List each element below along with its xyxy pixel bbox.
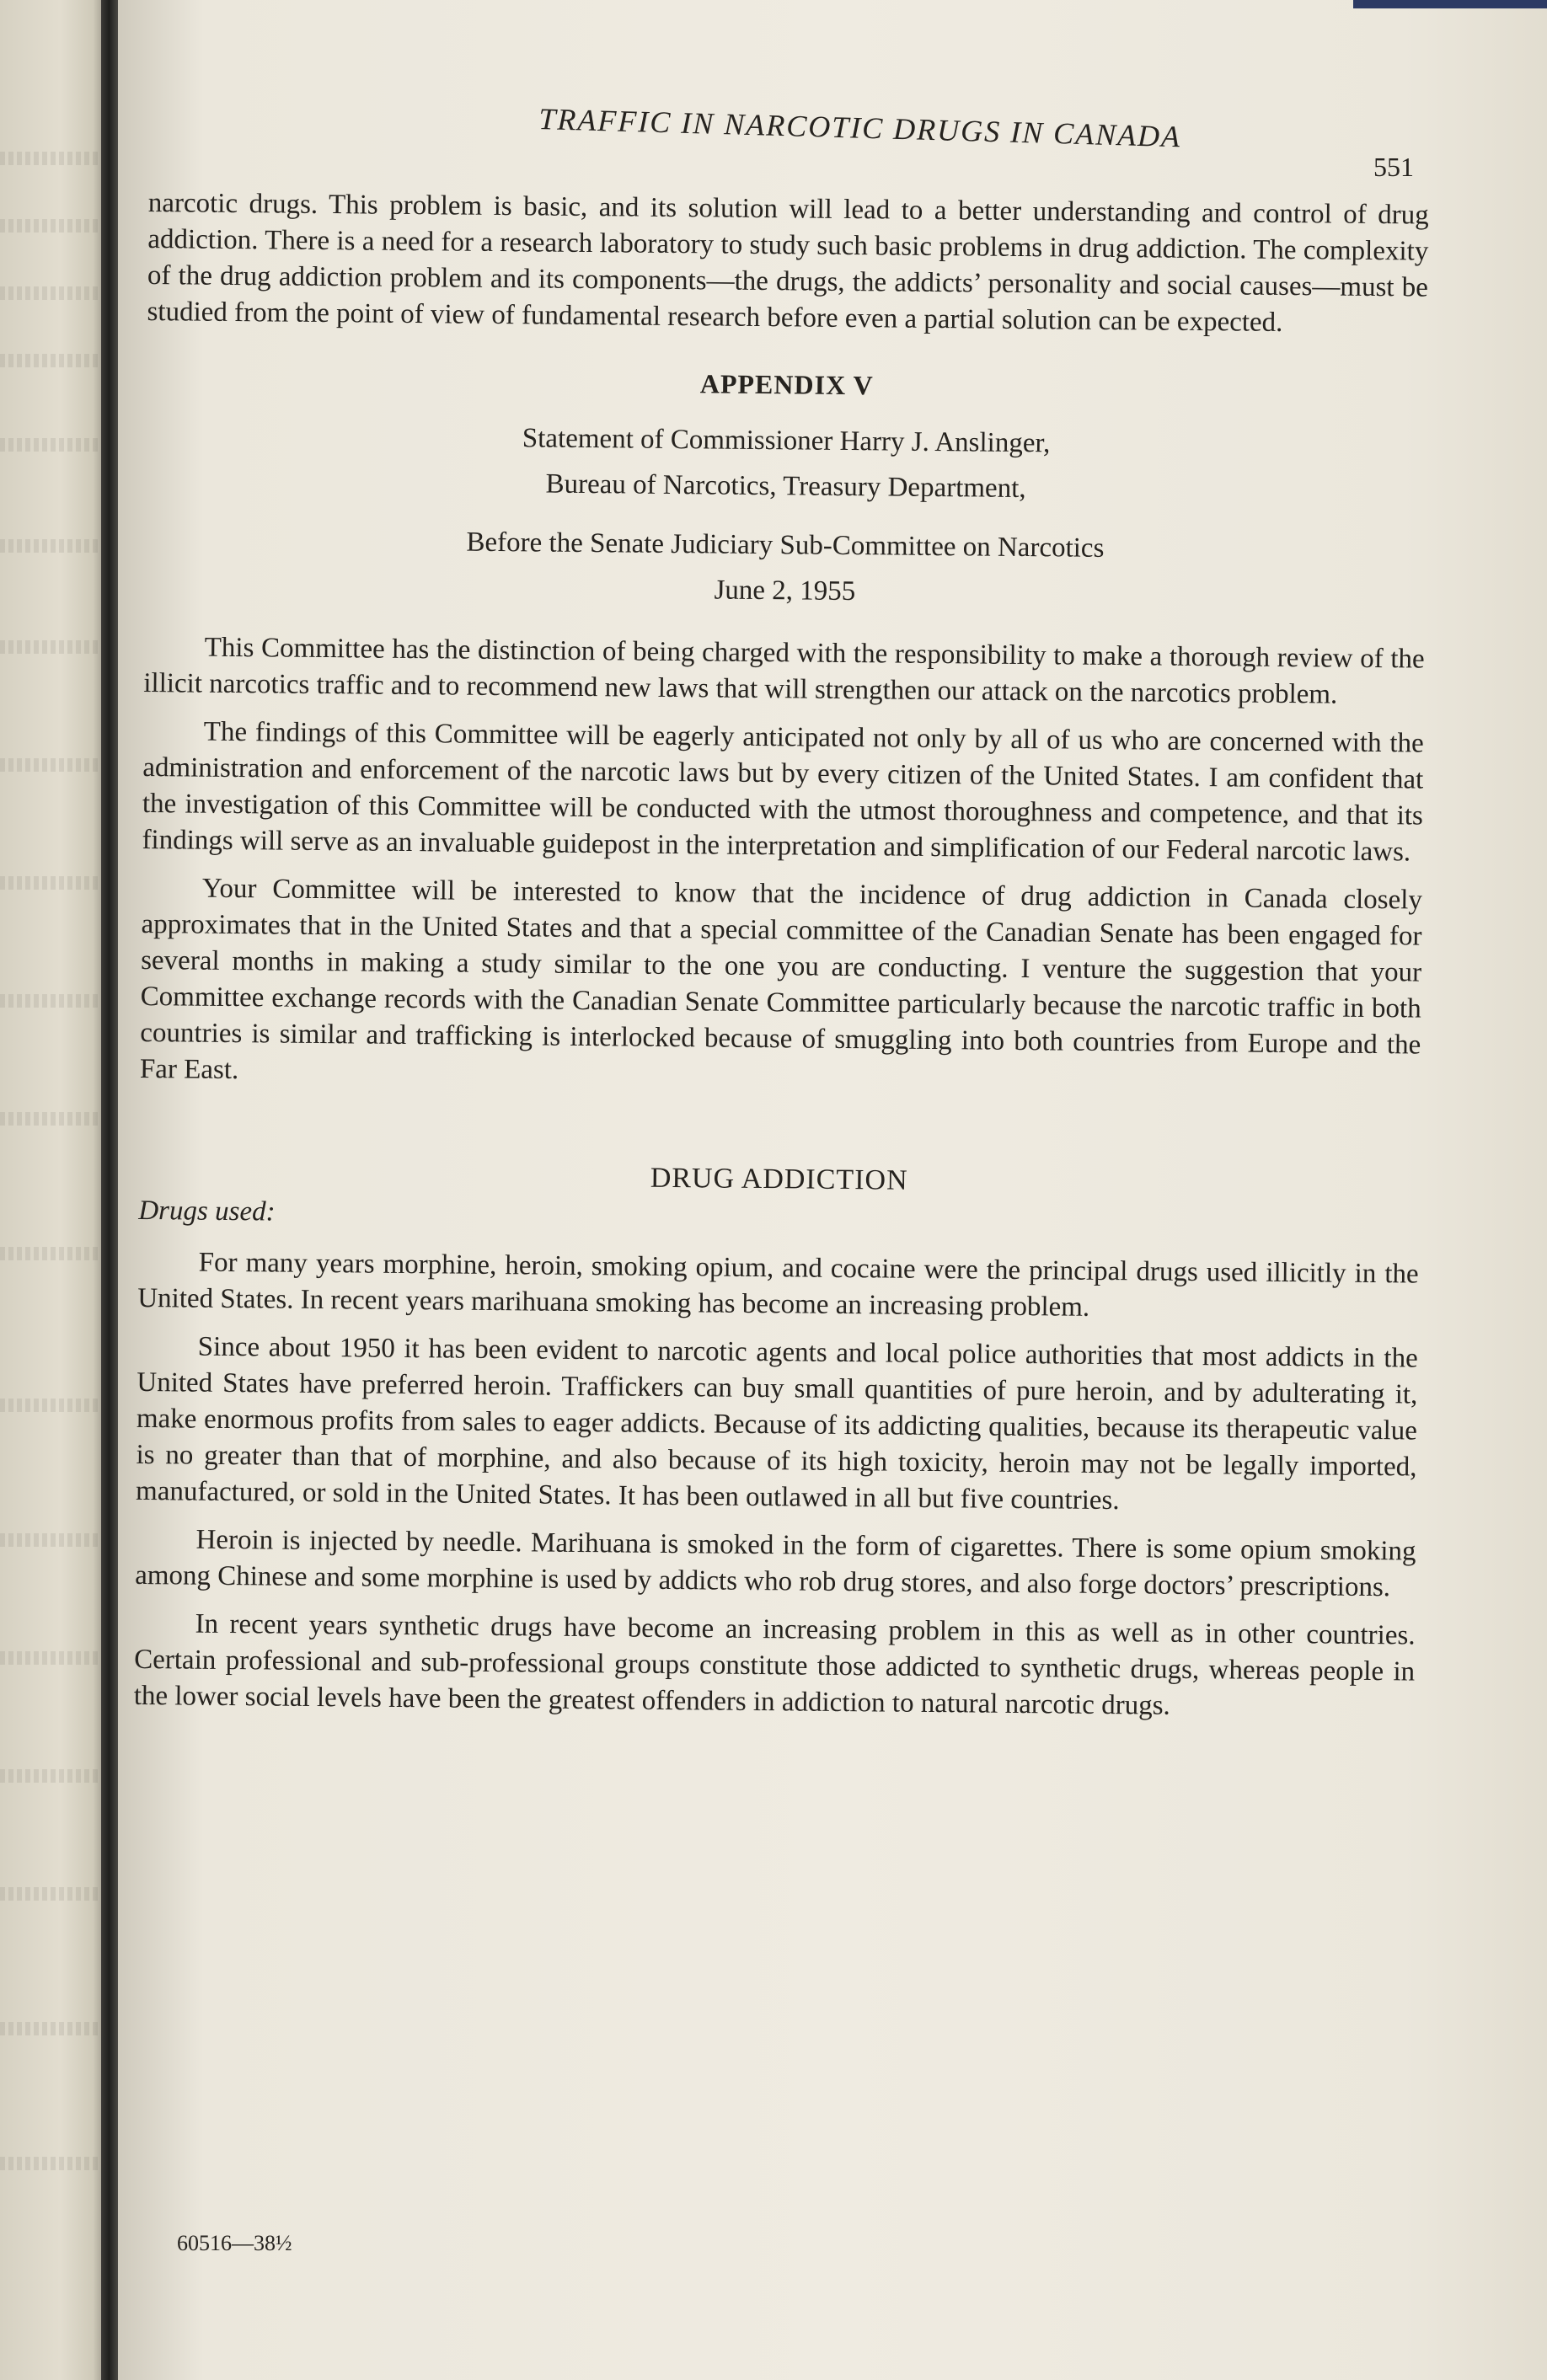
statement-date: June 2, 1955 [714,575,856,607]
page-body [133,185,1428,1739]
section-paragraph: In recent years synthetic drugs have become an increasing problem in this as well as in other countries. Certain professional and sub-professional groups constitute those addicted to synthetic drugs, whereas people in the lower social levels have been the greatest offenders in addiction to natural narcotic drugs. [133,1608,1416,1721]
bleed-through-text [0,1247,110,1260]
intro-paragraph: narcotic drugs. This problem is basic, and its solution will lead to a better understanding and control of drug addiction. There is a need for a research laboratory to study such basic problems in drug addiction. The complexity of the drug addiction problem and its components—the drugs, the addicts’ personality and social causes—must be studied from the point of view of fundamental research before even a partial solution can be expected. [147,187,1429,338]
book-page [118,0,1547,2380]
page-number: 551 [1373,152,1414,182]
bleed-through-text [0,1769,110,1783]
running-header: TRAFFIC IN NARCOTIC DRUGS IN CANADA [538,101,1182,154]
appendix-title: APPENDIX V [699,368,874,401]
statement-before-line: Before the Senate Judiciary Sub-Committee on Narcotics [466,527,1105,564]
section-title: DRUG ADDICTION [650,1162,908,1196]
bleed-through-text [0,539,110,553]
bleed-through-text [0,286,110,300]
appendix-paragraph: Your Committee will be interested to know that the incidence of drug addiction in Canada closely approximates that in the United States and that a special committee of the Canadian Senate has been engaged for several months in making a study similar to the one you are conducting. I venture the suggestion that your Committee exchange records with the Canadian Senate Committee particularly because the narcotic traffic in both countries is similar and trafficking is interlocked because of smuggling into both countries from Europe and the Far East. [139,873,1423,1086]
page-top-edge [1353,0,1547,8]
bleed-through-text [0,354,110,367]
bleed-through-text [0,1651,110,1665]
bleed-through-text [0,2157,110,2170]
bleed-through-text [0,219,110,233]
bleed-through-text [0,2022,110,2035]
section-subhead: Drugs used: [138,1195,276,1227]
bleed-through-text [0,876,110,890]
facing-page-edge [0,0,110,2380]
appendix-paragraph: The findings of this Committee will be eagerly anticipated not only by all of us who are concerned with the administration and enforcement of the narcotic laws but by every citizen of the United States. I am confident that the investigation of this Committee will be conducted with the utmost thoroughness and competence, and that its findings will serve as an invaluable guidepost in the interpretation and simplification of our Federal narcotic laws. [142,716,1424,868]
section-paragraph: For many years morphine, heroin, smoking opium, and cocaine were the principal drugs used illicitly in the United States. In recent years marihuana smoking has become an increasing problem. [137,1247,1419,1323]
bleed-through-text [0,994,110,1008]
section-paragraph: Since about 1950 it has been evident to narcotic agents and local police authorities that most addicts in the United States have preferred heroin. Traffickers can buy small quantities of pure heroin, and by adulterating it, make enormous profits from sales to eager addicts. Because of its addicting qualities, because its therapeutic value is no greater than that of morphine, and also because of its high toxicity, heroin may not be legally imported, manufactured, or sold in the United States. It has been outlawed in all but five countries. [135,1331,1418,1516]
bleed-through-text [0,758,110,772]
bleed-through-text [0,1112,110,1126]
appendix-paragraph: This Committee has the distinction of being charged with the responsibility to make a thorough review of the illicit narcotics traffic and to recommend new laws that will strengthen our attack on the narcotics problem. [143,632,1425,710]
section-paragraph: Heroin is injected by needle. Marihuana is smoked in the form of cigarettes. There is some opium smoking among Chinese and some morphine is used by addicts who rob drug stores, and also forge doctors’ prescriptions. [134,1524,1416,1603]
bleed-through-text [0,1399,110,1412]
statement-line: Statement of Commissioner Harry J. Anslinger, [522,423,1051,459]
bleed-through-text [0,640,110,654]
statement-line: Bureau of Narcotics, Treasury Department, [545,468,1026,505]
bleed-through-text [0,1533,110,1547]
bleed-through-text [0,438,110,452]
bleed-through-text [0,1887,110,1901]
printer-code: 60516—38½ [177,2231,292,2255]
bleed-through-text [0,152,110,165]
